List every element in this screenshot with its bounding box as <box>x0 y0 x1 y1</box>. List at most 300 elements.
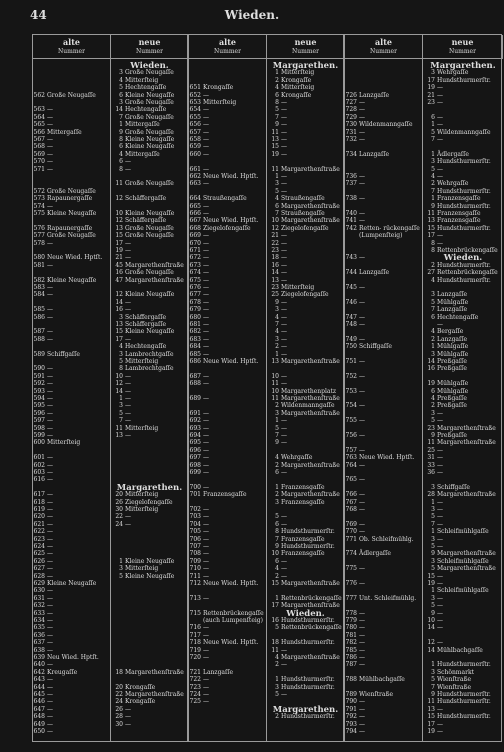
house-number: 12 <box>115 380 123 388</box>
house-number: 3 <box>431 409 435 417</box>
street-name: — <box>281 691 287 698</box>
house-number: 3 <box>119 402 123 410</box>
street-name: — <box>203 409 209 417</box>
street-name: — <box>437 84 443 92</box>
street-name: — <box>281 424 287 432</box>
street-name: — <box>203 136 209 143</box>
house-number: 709 <box>189 557 201 565</box>
street-name: — <box>359 639 365 647</box>
house-number: 23 <box>427 424 435 432</box>
street-name: — <box>203 106 209 114</box>
register-entry <box>423 728 503 736</box>
district-name: Margarethen. <box>272 704 339 715</box>
street-name: — <box>281 106 287 114</box>
street-name: Kleine Neugaſſe <box>125 291 175 299</box>
street-name: Lanzgaſſe <box>203 668 233 676</box>
street-name: Wienſtraße <box>437 683 472 691</box>
house-number: 725 <box>189 698 201 706</box>
street-name: Ziegelofengaſſe <box>281 224 329 232</box>
street-name: Hundsthurmerſtr. <box>437 713 491 721</box>
street-name: Margarethenſtraße <box>437 491 496 499</box>
house-number: 14 <box>115 106 123 114</box>
street-name: — <box>125 335 131 343</box>
house-number: 781 <box>345 631 357 639</box>
street-name: — <box>203 298 209 306</box>
house-number: 15 <box>271 580 279 587</box>
street-name: — <box>125 417 131 425</box>
house-number: 744 <box>345 269 357 277</box>
house-number: 586 <box>33 313 45 321</box>
header-label: alte <box>62 37 80 47</box>
house-number: 793 <box>345 720 357 728</box>
house-number: 1 <box>431 121 435 129</box>
register-entry <box>267 661 344 669</box>
house-number: 742 <box>345 224 357 232</box>
house-number: 668 <box>189 224 201 232</box>
street-name: Margarethenſtraße <box>281 580 340 587</box>
house-number: 9 <box>431 609 435 617</box>
house-number: 6 <box>119 91 123 99</box>
street-name: Kleine Neugaſſe <box>47 276 97 284</box>
header-label: neue <box>294 37 317 47</box>
street-name: Hundsthurmerſtr. <box>437 76 491 84</box>
district-name: Wieden. <box>130 61 169 71</box>
street-name: Margarethenſtraße <box>281 395 340 402</box>
street-name: — <box>437 91 443 99</box>
house-number: 726 <box>345 91 357 99</box>
house-number: 728 <box>345 106 357 114</box>
house-number: 12 <box>427 639 435 647</box>
house-number: 645 <box>33 691 45 698</box>
house-number: 15 <box>115 232 123 240</box>
street-name: Hundsthurmerſtr. <box>437 261 491 269</box>
house-number: 8 <box>275 528 279 536</box>
street-name: — <box>359 180 365 188</box>
street-name: Straußengaſſe <box>281 195 325 203</box>
house-number: 4 <box>275 454 279 462</box>
house-number: 646 <box>33 698 45 706</box>
street-name: Hundsthurmerſtr. <box>437 276 491 284</box>
street-name: — <box>203 372 209 380</box>
street-name: — <box>203 676 209 684</box>
street-name: Preßgaſſe <box>437 395 467 402</box>
house-number: 4 <box>275 313 279 321</box>
street-name: — <box>437 121 443 129</box>
house-number: 14 <box>427 624 435 632</box>
house-number: 782 <box>345 639 357 647</box>
street-name: Rettenbrückengaſſe <box>281 624 342 632</box>
house-number: 684 <box>189 343 201 351</box>
street-name: — <box>47 402 53 410</box>
house-number: 588 <box>33 335 45 343</box>
house-number: 736 <box>345 173 357 180</box>
street-name: Große Neugaſſe <box>125 99 174 106</box>
register-entry <box>33 166 110 174</box>
house-number: 729 <box>345 113 357 121</box>
house-number: 13 <box>271 276 279 284</box>
street-name: — <box>203 91 209 99</box>
house-number: 6 <box>275 91 279 99</box>
street-name: — <box>203 654 209 661</box>
street-name: Schleifmühlgaſſe <box>437 587 489 595</box>
street-name: — <box>281 372 287 380</box>
street-name: — <box>47 676 53 684</box>
house-number: 15 <box>115 328 123 336</box>
street-name: — <box>47 165 53 173</box>
street-name: Rapaunergaſſe <box>47 195 93 203</box>
house-number: 14 <box>271 269 279 277</box>
street-name: Margarethenſtraße <box>281 165 340 173</box>
street-name: Mitterſteig <box>47 439 81 447</box>
house-number: 3 <box>275 180 279 188</box>
house-number: 10 <box>115 372 123 380</box>
house-number: 587 <box>33 328 45 336</box>
street-name: Wehrgaſſe <box>437 180 469 188</box>
street-name: Lanzgaſſe <box>359 269 389 277</box>
house-number: 623 <box>33 535 45 543</box>
street-name: — <box>437 594 443 602</box>
house-number: 663 <box>189 180 201 188</box>
register-entry <box>345 195 422 203</box>
street-name: — <box>47 291 53 299</box>
street-name: Hechtengaſſe <box>125 106 167 114</box>
house-number: 9 <box>431 550 435 558</box>
house-number: 662 <box>189 173 201 180</box>
house-number: 14 <box>115 387 123 395</box>
street-name: Schleifmühlgaſſe <box>437 528 489 536</box>
street-name: — <box>125 705 131 713</box>
street-name: Margarethenplatz <box>281 387 337 395</box>
house-number: 1 <box>119 121 123 129</box>
house-number: 7 <box>275 113 279 121</box>
street-name: — <box>437 543 443 550</box>
house-number: 720 <box>189 654 201 661</box>
street-name: Lanzgaſſe <box>437 306 467 314</box>
house-number: 16 <box>115 306 123 314</box>
street-name: — <box>359 217 365 225</box>
register-entry <box>111 195 188 203</box>
street-name: — <box>203 417 209 425</box>
street-name: — <box>359 210 365 217</box>
house-number: 23 <box>271 284 279 291</box>
street-name: — <box>359 335 365 343</box>
house-number: 4 <box>431 395 435 402</box>
street-name: Mitterſteig <box>203 99 237 106</box>
street-name: — <box>203 543 209 550</box>
register-entry <box>189 595 266 603</box>
house-number: 9 <box>119 128 123 136</box>
street-name: Margarethenſtraße <box>281 461 340 469</box>
street-name: Lanzgaſſe <box>359 150 389 158</box>
house-number: 7 <box>431 683 435 691</box>
house-number: 723 <box>189 683 201 691</box>
house-number: 13 <box>115 224 123 232</box>
register-entry <box>345 661 422 669</box>
street-name: — <box>125 158 131 166</box>
street-name: — <box>47 720 53 728</box>
house-number: 697 <box>189 454 201 462</box>
street-name: — <box>437 232 443 240</box>
house-number: 632 <box>33 602 45 610</box>
street-name: — <box>359 432 365 439</box>
register-entry <box>267 580 344 588</box>
register-entry <box>423 647 503 655</box>
street-name: — <box>203 557 209 565</box>
street-name: Hundsthurmerſtr. <box>437 202 491 210</box>
street-name: Große Neugaſſe <box>125 180 174 188</box>
house-number: 4 <box>275 565 279 573</box>
register-entry <box>111 573 188 581</box>
house-number: 3 <box>431 158 435 166</box>
house-number: 5 <box>431 676 435 684</box>
street-name: Mühlgaſſe <box>437 343 469 351</box>
house-number: 638 <box>33 646 45 654</box>
street-name: — <box>203 313 209 321</box>
register-entry <box>345 432 422 440</box>
street-name: — <box>47 313 53 321</box>
street-name: — <box>47 728 53 735</box>
house-number: 21 <box>115 254 123 262</box>
street-name: — <box>125 432 131 439</box>
house-number: 740 <box>345 210 357 217</box>
street-name: — <box>437 409 443 417</box>
house-number: 15 <box>271 143 279 151</box>
street-name: — <box>359 113 365 121</box>
house-number: 11 <box>271 395 279 402</box>
register-entry <box>345 299 422 307</box>
street-name: — <box>203 121 209 129</box>
house-number: 5 <box>275 624 279 632</box>
house-number: 1 <box>275 350 279 358</box>
street-name: — <box>437 173 443 180</box>
street-name: — <box>281 239 287 247</box>
street-name: Große Neugaſſe <box>125 232 174 240</box>
street-name: — <box>437 535 443 543</box>
house-number: 3 <box>431 350 435 358</box>
house-number: 741 <box>345 217 357 225</box>
street-name: — <box>125 713 131 721</box>
house-number: 593 <box>33 387 45 395</box>
house-number: 19 <box>427 84 435 92</box>
street-name: — <box>47 535 53 543</box>
house-number: 5 <box>275 424 279 432</box>
street-name: Lambrechtgaſſe <box>125 365 174 373</box>
house-number: 3 <box>119 565 123 573</box>
register-entry <box>267 358 344 366</box>
street-name: Kleine Neugaſſe <box>125 210 175 217</box>
house-number: 28 <box>427 491 435 499</box>
house-number: 701 <box>189 491 201 499</box>
street-name: — <box>203 528 209 536</box>
house-number: 636 <box>33 631 45 639</box>
street-name: — <box>203 276 209 284</box>
street-name: — <box>359 624 365 632</box>
street-name: — <box>359 728 365 735</box>
street-name: Schleifmühlgaſſe <box>437 557 489 565</box>
street-name: — <box>203 210 209 217</box>
street-name: — <box>437 617 443 624</box>
house-number: 629 <box>33 580 45 587</box>
street-name: Schönmarkt <box>437 668 474 676</box>
register-entry <box>423 277 503 285</box>
house-number: 4 <box>275 328 279 336</box>
street-name: — <box>47 550 53 558</box>
house-number: 8 <box>119 365 123 373</box>
house-number: 570 <box>33 158 45 166</box>
house-number: 13 <box>427 217 435 225</box>
register-entry <box>267 439 344 447</box>
house-number: 3 <box>119 99 123 106</box>
house-number: 679 <box>189 306 201 314</box>
street-name: Margarethenſtraße <box>281 491 340 499</box>
street-name: Lambrechtgaſſe <box>125 350 174 358</box>
street-name: — <box>47 380 53 388</box>
house-number: 5 <box>275 691 279 698</box>
house-number: 640 <box>33 661 45 669</box>
street-name: — <box>125 387 131 395</box>
register-entry <box>189 654 266 662</box>
house-number: 12 <box>115 217 123 225</box>
register-entry <box>189 580 266 588</box>
house-number: 592 <box>33 380 45 388</box>
district-name: Wieden. <box>443 253 483 264</box>
street-name: Straußengaſſe <box>281 210 325 217</box>
house-number: 619 <box>33 506 45 513</box>
register-entry <box>345 676 422 684</box>
house-number: 699 <box>189 469 201 476</box>
house-number: 2 <box>431 261 435 269</box>
house-number: 574 <box>33 202 45 210</box>
house-number: 15 <box>427 713 435 721</box>
street-name: Franzensgaſſe <box>281 550 325 558</box>
street-name: — <box>47 639 53 647</box>
street-name: Mittergaſſe <box>47 128 82 136</box>
house-number: 22 <box>115 513 123 521</box>
house-number: 757 <box>345 446 357 454</box>
house-number: 716 <box>189 624 201 632</box>
house-number: 8 <box>431 239 435 247</box>
house-number: 9 <box>275 543 279 550</box>
street-name: — <box>203 261 209 269</box>
street-name: Ziegelofengaſſe <box>203 224 251 232</box>
street-name: Rettenbrückengaſſe <box>281 594 342 602</box>
house-number: 622 <box>33 528 45 536</box>
street-name: — <box>47 372 53 380</box>
column-new-numbers-2 <box>267 59 345 741</box>
street-name: — <box>47 587 53 595</box>
street-name: — <box>359 195 365 203</box>
street-name: Mitterſteig <box>125 76 159 84</box>
street-name: Mühlbachgaſſe <box>437 646 483 654</box>
house-number: 18 <box>271 254 279 262</box>
street-name: Kleine Neugaſſe <box>47 210 97 217</box>
register-entry <box>189 395 266 403</box>
register-entry <box>33 210 110 218</box>
street-name: — <box>359 476 365 484</box>
house-number: 6 <box>431 387 435 395</box>
street-name: — <box>281 143 287 151</box>
street-name: — <box>437 513 443 521</box>
house-number: 603 <box>33 469 45 476</box>
header-label: neue <box>451 37 474 47</box>
street-name: — <box>125 380 131 388</box>
street-name: — <box>437 239 443 247</box>
street-name: — <box>203 461 209 469</box>
house-number: 667 <box>189 217 201 225</box>
house-number: 732 <box>345 136 357 143</box>
street-name: Hundsthurmerſtr. <box>281 683 335 691</box>
street-name: — <box>359 128 365 136</box>
street-name: Wehrgaſſe <box>281 454 313 462</box>
house-number: 45 <box>115 261 123 269</box>
street-name: — <box>281 136 287 143</box>
house-number: 2 <box>275 343 279 351</box>
street-name: Neue Wied. Hptſt. <box>203 639 259 647</box>
street-name: — <box>203 683 209 691</box>
street-name: Große Neugaſſe <box>125 269 174 277</box>
house-number: 656 <box>189 121 201 129</box>
house-number: 11 <box>271 165 279 173</box>
street-name: Hundsthurmerſtr. <box>437 224 491 232</box>
house-number: 1 <box>275 483 279 491</box>
house-number: 1 <box>431 661 435 669</box>
street-name: Hundsthurmerſtr. <box>281 713 335 721</box>
house-number: 6 <box>119 143 123 151</box>
house-number: 4 <box>119 76 123 84</box>
house-number: 11 <box>271 380 279 388</box>
house-number: 8 <box>431 247 435 254</box>
house-number: 17 <box>271 602 279 610</box>
street-name: Margarethenſtraße <box>437 550 496 558</box>
street-name: Große Neugaſſe <box>125 69 174 77</box>
register-entry <box>345 343 422 351</box>
house-number: 20 <box>115 491 123 499</box>
street-name: — <box>47 284 53 291</box>
street-name: Krongaſſe <box>281 76 312 84</box>
district-name: Margarethen. <box>430 61 496 71</box>
street-name: — <box>47 602 53 610</box>
house-number: 717 <box>189 631 201 639</box>
street-name: — <box>47 136 53 143</box>
house-number: 13 <box>271 136 279 143</box>
street-name: — <box>47 417 53 425</box>
street-name: — <box>203 350 209 358</box>
house-number: 584 <box>33 291 45 299</box>
street-name: — <box>203 535 209 543</box>
street-name: — <box>125 247 131 254</box>
street-name: — <box>47 454 53 462</box>
house-number: 7 <box>119 417 123 425</box>
street-name: Margarethenſtraße <box>281 654 340 661</box>
house-number: 27 <box>427 269 435 277</box>
house-number: 2 <box>431 402 435 410</box>
house-number: 692 <box>189 417 201 425</box>
house-number: 6 <box>275 469 279 476</box>
house-number: 12 <box>115 291 123 299</box>
street-name: — <box>47 469 53 476</box>
house-number: 14 <box>427 358 435 365</box>
house-number: 12 <box>271 224 279 232</box>
house-number: 730 <box>345 121 357 129</box>
house-number: 724 <box>189 691 201 698</box>
register-entry <box>423 99 503 107</box>
street-name: — <box>203 432 209 439</box>
house-number: 779 <box>345 617 357 624</box>
street-name: — <box>203 565 209 573</box>
street-name: — <box>437 572 443 580</box>
house-number: 21 <box>427 91 435 99</box>
street-name: — <box>125 306 131 314</box>
